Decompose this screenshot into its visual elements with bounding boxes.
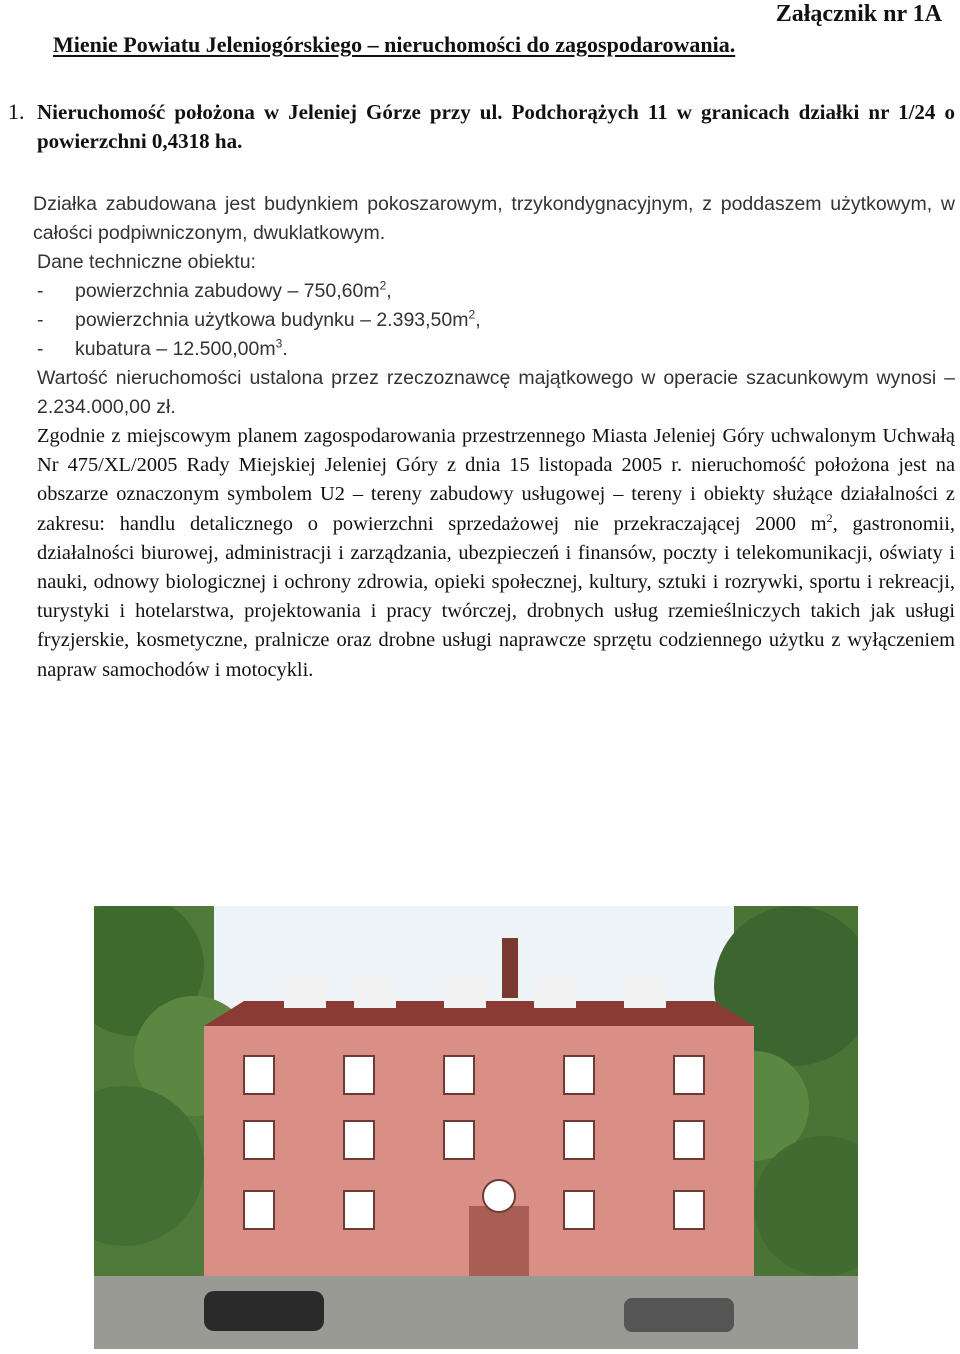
section-number: 1. xyxy=(8,99,25,124)
unit-exponent: 2 xyxy=(379,278,387,293)
tech-item-text: powierzchnia użytkowa budynku – 2.393,50m xyxy=(75,309,469,331)
car-left xyxy=(204,1291,324,1331)
tech-item-built-area xyxy=(37,277,392,306)
section-heading: Nieruchomość położona w Jeleniej Górze przy ul. Podchorążych 11 w granicach działki nr 1/24 o powierzchni 0,4318 ha. xyxy=(37,100,955,153)
unit-exponent: 2 xyxy=(468,307,476,322)
zoning-text xyxy=(37,422,955,685)
zoning-text-part2: , gastronomii, działalności biurowej, administracji i zarządzania, ubezpieczeń i finansów, poczty i telekomunikacji, oświaty i nauki, odnowy biologicznej i ochrony zdrowia, opieki społecznej, kultury, sztuki i rozrywki, sportu i rekreacji, turystyki i hotelarstwa, projektowania i pracy twórczej, drobnych usług rzemieślniczych takich jak usługi fryzjerskie, kosmetyczne, pralnicze oraz drobne usługi naprawcze sprzętu codziennego użytku z wyłączeniem napraw samochodów i motocykli. xyxy=(37,512,955,681)
car-right xyxy=(624,1298,734,1332)
list-dash: - xyxy=(37,338,44,360)
annex-label: Załącznik nr 1A xyxy=(775,1,942,27)
document-title: Mienie Powiatu Jeleniogórskiego – nieruchomości do zagospodarowania. xyxy=(53,32,736,57)
unit-exponent: 3 xyxy=(275,336,283,351)
zoning-text-part1: Zgodnie z miejscowym planem zagospodarowania przestrzennego Miasta Jeleniej Góry uchwalonym Uchwałą Nr 475/XL/2005 Rady Miejskiej Jeleniej Góry z dnia 15 listopada 2005 r. nieruchomość położona jest na obszarze oznaczonym symbolem U2 – tereny zabudowy usługowej – tereny i obiekty służące działalności z zakresu: handlu detalicznego o powierzchni sprzedażowej nie przekraczającej 2000 m xyxy=(37,425,955,535)
building-photo xyxy=(94,906,858,1349)
unit-exponent: 2 xyxy=(826,510,833,525)
valuation-text: Wartość nieruchomości ustalona przez rzeczoznawcę majątkowego w operacie szacunkowym wynosi – 2.234.000,00 zł. xyxy=(37,367,955,418)
tech-item-punct: , xyxy=(386,280,392,302)
tech-item-punct: , xyxy=(475,309,481,331)
tech-data-label: Dane techniczne obiektu: xyxy=(37,251,256,273)
tech-item-volume xyxy=(37,335,288,364)
tech-item-usable-area xyxy=(37,306,481,335)
list-dash: - xyxy=(37,280,44,302)
tech-item-text: powierzchnia zabudowy – 750,60m xyxy=(75,280,380,302)
list-dash: - xyxy=(37,309,44,331)
building-description: Działka zabudowana jest budynkiem pokoszarowym, trzykondygnacyjnym, z poddaszem użytkowym, w całości podpiwniczonym, dwuklatkowym. xyxy=(33,193,955,244)
tech-item-punct: . xyxy=(282,338,288,360)
entrance xyxy=(469,1206,529,1286)
tech-item-text: kubatura – 12.500,00m xyxy=(75,338,276,360)
building-illustration xyxy=(94,906,858,1349)
emblem xyxy=(483,1180,515,1212)
